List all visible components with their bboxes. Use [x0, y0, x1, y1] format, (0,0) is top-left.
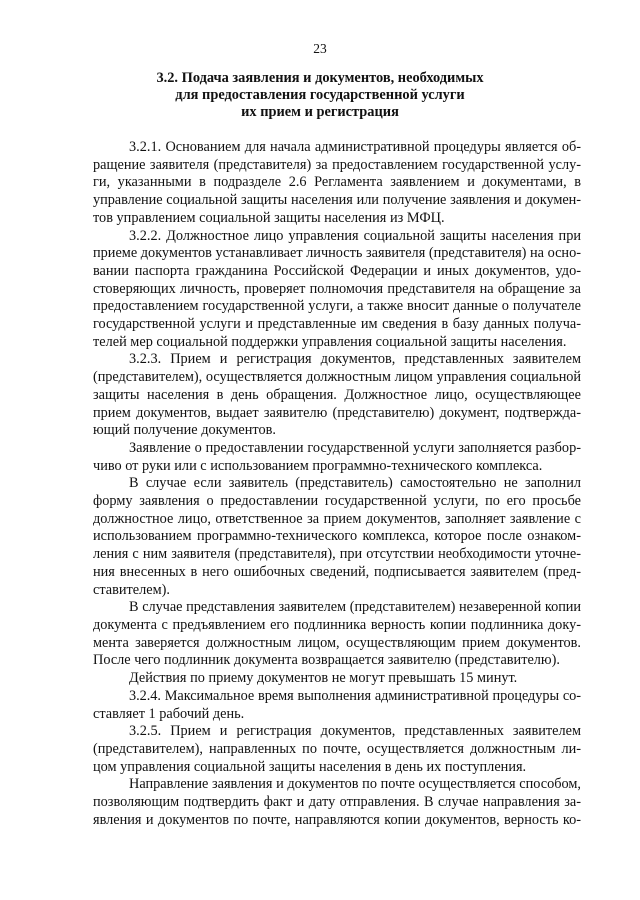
- paragraph-line: ставителем).: [93, 581, 170, 598]
- paragraph-line: защиты населения в день обращения. Должностное лицо, осуществляющее: [93, 386, 581, 403]
- paragraph: [93, 475, 581, 599]
- paragraph-line: 3.2.1. Основанием для начала административной процедуры является об-: [129, 139, 581, 155]
- paragraph-line: ющий получение документов.: [93, 422, 276, 439]
- paragraph-line: 3.2.4. Максимальное время выполнения административной процедуры со-: [129, 687, 581, 704]
- paragraph-line: государственной услуги и представленные им сведения в базу данных получа-: [93, 316, 581, 333]
- paragraph-line: Действия по приему документов не могут превышать 15 минут.: [129, 670, 518, 687]
- paragraph-line: Направление заявления и документов по почте осуществляется способом,: [129, 776, 581, 793]
- paragraph-line: чиво от руки или с использованием программно-технического комплекса.: [93, 457, 543, 474]
- paragraph-line: 3.2.3. Прием и регистрация документов, представленных заявителем: [129, 351, 581, 368]
- paragraph-line: После чего подлинник документа возвращается заявителю (представителю).: [93, 652, 560, 669]
- paragraph-line: предоставлением государственной услуги, а также вносит данные о получателе: [93, 298, 581, 315]
- section-title-line: 3.2. Подача заявления и документов, необходимых: [156, 70, 484, 86]
- paragraph-line: управление социальной защиты населения или получение заявления и докумен-: [93, 192, 581, 209]
- paragraph-line: цом управления социальной защиты населения в день их поступления.: [93, 758, 527, 775]
- paragraph-line: использованием программно-технического комплекса, которое после ознаком-: [93, 528, 581, 545]
- paragraph-line: ния внесенных в него ошибочных сведений, подписывается заявителем (пред-: [93, 563, 581, 580]
- paragraph-line: форму заявления о предоставлении государственной услуги, по его просьбе: [93, 493, 581, 510]
- paragraph-line: В случае представления заявителем (представителем) незаверенной копии: [129, 599, 581, 616]
- paragraph-line: ращение заявителя (представителя) за предоставлением государственной услу-: [93, 156, 581, 173]
- paragraph-line: (представителем), направленных по почте, осуществляется должностным ли-: [93, 740, 581, 757]
- paragraph-line: Заявление о предоставлении государственной услуги заполняется разбор-: [129, 439, 581, 456]
- paragraph-line: должностное лицо, ответственное за прием документов, заполняет заявление с: [93, 510, 581, 527]
- paragraph-line: ставляет 1 рабочий день.: [93, 705, 245, 722]
- paragraph-line: 3.2.5. Прием и регистрация документов, представленных заявителем: [129, 723, 581, 740]
- paragraph-line: ги, указанными в подразделе 2.6 Регламента заявлением и документами, в: [93, 174, 581, 191]
- paragraph: [93, 228, 581, 352]
- paragraph: [93, 688, 581, 723]
- paragraph: [93, 139, 581, 228]
- paragraph-line: тов управлением социальной защиты населения из МФЦ.: [93, 209, 445, 226]
- paragraph: [93, 440, 581, 475]
- paragraph: [93, 776, 581, 829]
- section-title-line: для предоставления государственной услуги: [175, 87, 465, 103]
- paragraph-line: (представителем), осуществляется должностным лицом управления социальной: [93, 369, 581, 386]
- paragraph-line: явления и документов по почте, направляются копии документов, верность ко-: [93, 811, 581, 828]
- document-body: [93, 139, 581, 829]
- paragraph-line: телей мер социальной поддержки управления социальной защиты населения.: [93, 333, 567, 350]
- paragraph-line: документа с предъявлением его подлинника верность копии подлинника доку-: [93, 616, 581, 633]
- section-title: [100, 70, 540, 121]
- paragraph: [93, 670, 581, 688]
- paragraph: [93, 723, 581, 776]
- paragraph-line: 3.2.2. Должностное лицо управления социальной защиты населения при: [129, 227, 581, 244]
- section-title-line: их прием и регистрация: [241, 104, 399, 120]
- paragraph-line: В случае если заявитель (представитель) самостоятельно не заполнил: [129, 475, 581, 492]
- paragraph-line: ления с ним заявителя (представителя), при отсутствии необходимости уточне-: [93, 546, 581, 563]
- paragraph: [93, 599, 581, 670]
- paragraph-line: стоверяющих личность, проверяет полномочия представителя на обращение за: [93, 280, 581, 297]
- paragraph-line: позволяющим подтвердить факт и дату отправления. В случае направления за-: [93, 794, 581, 811]
- paragraph-line: прием документов, выдает заявителю (представителю) документ, подтвержда-: [93, 404, 581, 421]
- paragraph-line: мента заверяется должностным лицом, осуществляющим прием документов.: [93, 634, 581, 651]
- paragraph-line: приеме документов устанавливает личность заявителя (представителя) на осно-: [93, 245, 581, 262]
- page-number: 23: [313, 41, 327, 56]
- paragraph: [93, 351, 581, 440]
- paragraph-line: вании паспорта гражданина Российской Федерации и иных документов, удо-: [93, 262, 581, 279]
